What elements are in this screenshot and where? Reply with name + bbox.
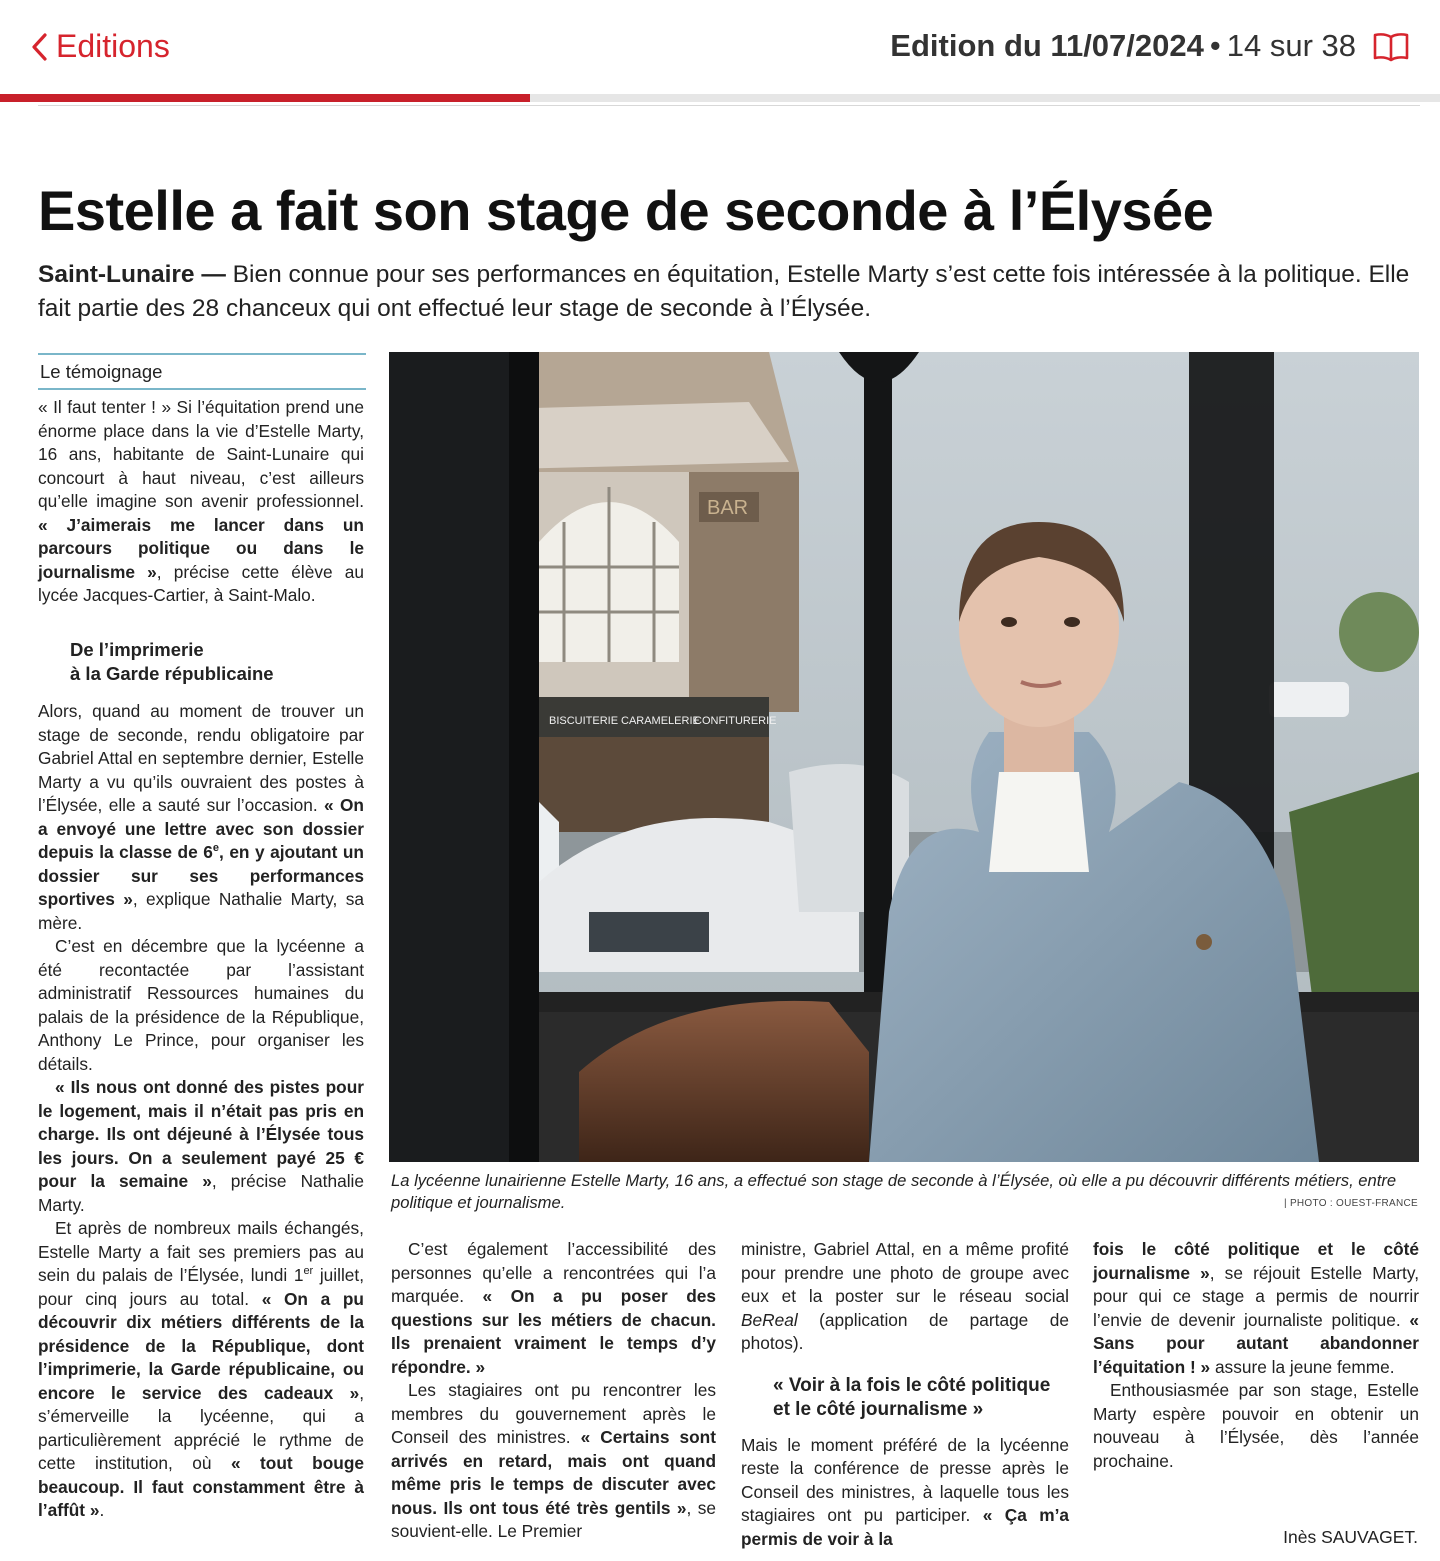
photo-illustration [389, 352, 1419, 1162]
paragraph [38, 396, 364, 608]
article-headline: Estelle a fait son stage de seconde à l’Élysée [38, 179, 1214, 242]
subheading [70, 638, 364, 686]
text-run: « tout bouge beaucoup. Il faut constamment être à l’affût » [38, 1453, 364, 1520]
column-2 [391, 1238, 716, 1544]
reading-progress-fill [0, 94, 530, 102]
photo-caption: La lycéenne lunairienne Estelle Marty, 16 ans, a effectué son stage de seconde à l’Élysée, où elle a pu découvrir différents métiers, entre politique et journalisme. [391, 1171, 1397, 1212]
article-photo [389, 352, 1419, 1162]
paragraph [38, 700, 364, 935]
top-bar [0, 0, 1440, 96]
back-label: Editions [56, 28, 170, 64]
text-run: « Ça m’a permis de voir à la [741, 1505, 1069, 1549]
subheading-quote: « Voir à la fois le côté politique et le côté journalisme » [773, 1374, 1051, 1420]
text-run: , précise cette élève au lycée Jacques-Cartier, à Saint-Malo. [38, 561, 364, 605]
text-run: juillet, pour cinq jours au total. [38, 1265, 365, 1309]
text-run: Enthousiasmée par son stage, Estelle Marty espère pouvoir en obtenir un nouveau à l’Élysée, dès l’année prochaine. [1093, 1380, 1419, 1471]
text-run: , se souvient-elle. Le Premier [391, 1497, 716, 1541]
photo-sign-shop-1: BISCUITERIE [549, 715, 619, 727]
author-signature: Inès SAUVAGET. [1283, 1527, 1418, 1547]
text-run: Si l’équitation prend une énorme place dans la vie d’Estelle Marty, 16 ans, habitante de Saint-Lunaire qui concourt à haut niveau, c’est ailleurs qu’elle imagine son avenir professionnel. [38, 397, 364, 511]
paragraph [38, 1076, 364, 1217]
reading-progress-bar [0, 94, 1440, 102]
photo-sign-bar: BAR [707, 497, 749, 519]
subheading-line-1: De l’imprimerie [70, 639, 204, 660]
subheading-line-2: à la Garde républicaine [70, 663, 274, 684]
paragraph-continued [1093, 1238, 1419, 1379]
text-run: , se réjouit Estelle Marty, pour qui ce stage a permis de nourrir l’envie de devenir journaliste politique. [1093, 1262, 1419, 1330]
paragraph [391, 1379, 716, 1544]
paragraph [1093, 1379, 1419, 1473]
text-run: C’est en décembre que la lycéenne a été recontactée par l’assistant administratif Ressources humaines du palais de la présidence de la République, Anthony Le Prince, pour organiser les détails. [38, 936, 364, 1074]
text-run: e [212, 842, 219, 855]
paragraph [741, 1434, 1069, 1552]
edition-title: Edition du 11/07/2024 [890, 28, 1204, 63]
text-run: « On a envoyé une lettre avec son dossier depuis la classe de 6 [38, 795, 364, 862]
text-run: Et après de nombreux mails échangés, Estelle Marty a fait ses premiers pas au sein du palais de l’Élysée, lundi 1 [38, 1218, 364, 1285]
text-run: fois le côté politique et le côté journalisme » [1093, 1239, 1419, 1283]
photo-sign-shop-2: CARAMELERIE [621, 715, 700, 727]
lead-text: Bien connue pour ses performances en équitation, Estelle Marty s’est cette fois intéressée à la politique. Elle fait partie des 28 chanceux qui ont effectué leur stage de seconde à l’Élysée. [38, 261, 1410, 322]
paragraph [38, 935, 364, 1076]
text-run: Les stagiaires ont pu rencontrer les membres du gouvernement après le Conseil des ministres. [391, 1380, 716, 1447]
text-run: . [99, 1500, 105, 1520]
text-run: , s’émerveille la lycéenne, qui a particulièrement apprécié le rythme de cette institution, où [38, 1382, 364, 1473]
text-run: assure la jeune femme. [1210, 1356, 1395, 1377]
text-run: « On a pu poser des questions sur les métiers de chacun. Ils prenaient vraiment le temps d’y répondre. » [391, 1286, 716, 1377]
dateline: Saint-Lunaire — [38, 261, 226, 288]
text-run: , en y ajoutant un dossier sur ses performances sportives » [38, 842, 364, 909]
text-run: Mais le moment préféré de la lycéenne reste la conférence de presse après le Conseil des ministres, à laquelle tous les stagiaires ont pu participer. [741, 1434, 1069, 1525]
paragraph [391, 1238, 716, 1379]
column-1-bottom [38, 700, 364, 1523]
text-run: BeReal [741, 1309, 798, 1330]
text-run: « Certains sont arrivés en retard, mais ont quand même pris le temps de discuter avec nous. Ils ont tous été très gentils » [391, 1427, 716, 1518]
paragraph [38, 1217, 364, 1523]
column-3 [741, 1238, 1069, 1551]
text-run: « On a pu découvrir dix métiers différents de la présidence de la République, dont l’imprimerie, la Garde républicaine, ou encore le service des cadeaux » [38, 1288, 364, 1403]
text-run: , explique Nathalie Marty, sa mère. [38, 889, 365, 933]
divider [38, 105, 1420, 106]
text-run: « Il faut tenter ! » [38, 397, 172, 417]
text-run: « J’aimerais me lancer dans un parcours politique ou dans le journalisme » [38, 514, 364, 582]
text-run: (application de partage de photos). [741, 1309, 1069, 1353]
page-position: 14 sur 38 [1226, 28, 1356, 63]
text-run: Alors, quand au moment de trouver un stage de seconde, rendu obligatoire par Gabriel Attal en septembre dernier, Estelle Marty a vu qu’ils ouvraient des postes à l’Élysée, elle a sauté sur l’occasion. [38, 701, 364, 815]
photo-sign-shop-3: CONFITURERIE [694, 715, 777, 727]
text-run: ministre, Gabriel Attal, en a même profité pour prendre une photo de groupe avec eux et la poster sur le réseau social [741, 1239, 1069, 1306]
text-run: C’est également l’accessibilité des personnes qu’elle a rencontrées qui l’a marquée. [391, 1239, 716, 1306]
chevron-left-icon [30, 32, 48, 62]
text-run: « Sans pour autant abandonner l’équitation ! » [1093, 1309, 1419, 1377]
column-4 [1093, 1238, 1419, 1473]
photo-credit: | PHOTO : OUEST-FRANCE [1283, 1198, 1418, 1209]
section-kicker: Le témoignage [38, 353, 366, 390]
article-lead [38, 258, 1420, 326]
text-run: er [303, 1265, 314, 1278]
column-1-top [38, 396, 364, 608]
paragraph-continued [741, 1238, 1069, 1356]
open-book-icon[interactable] [1372, 31, 1410, 63]
back-button[interactable] [30, 28, 170, 65]
edition-info [890, 28, 1356, 64]
text-run: « Ils nous ont donné des pistes pour le logement, mais il n’était pas pris en charge. Ils ont déjeuné à l’Élysée tous les jours. On a seulement payé 25 € pour la semaine » [38, 1077, 364, 1191]
text-run: , précise Nathalie Marty. [38, 1171, 364, 1215]
separator: • [1209, 28, 1221, 63]
